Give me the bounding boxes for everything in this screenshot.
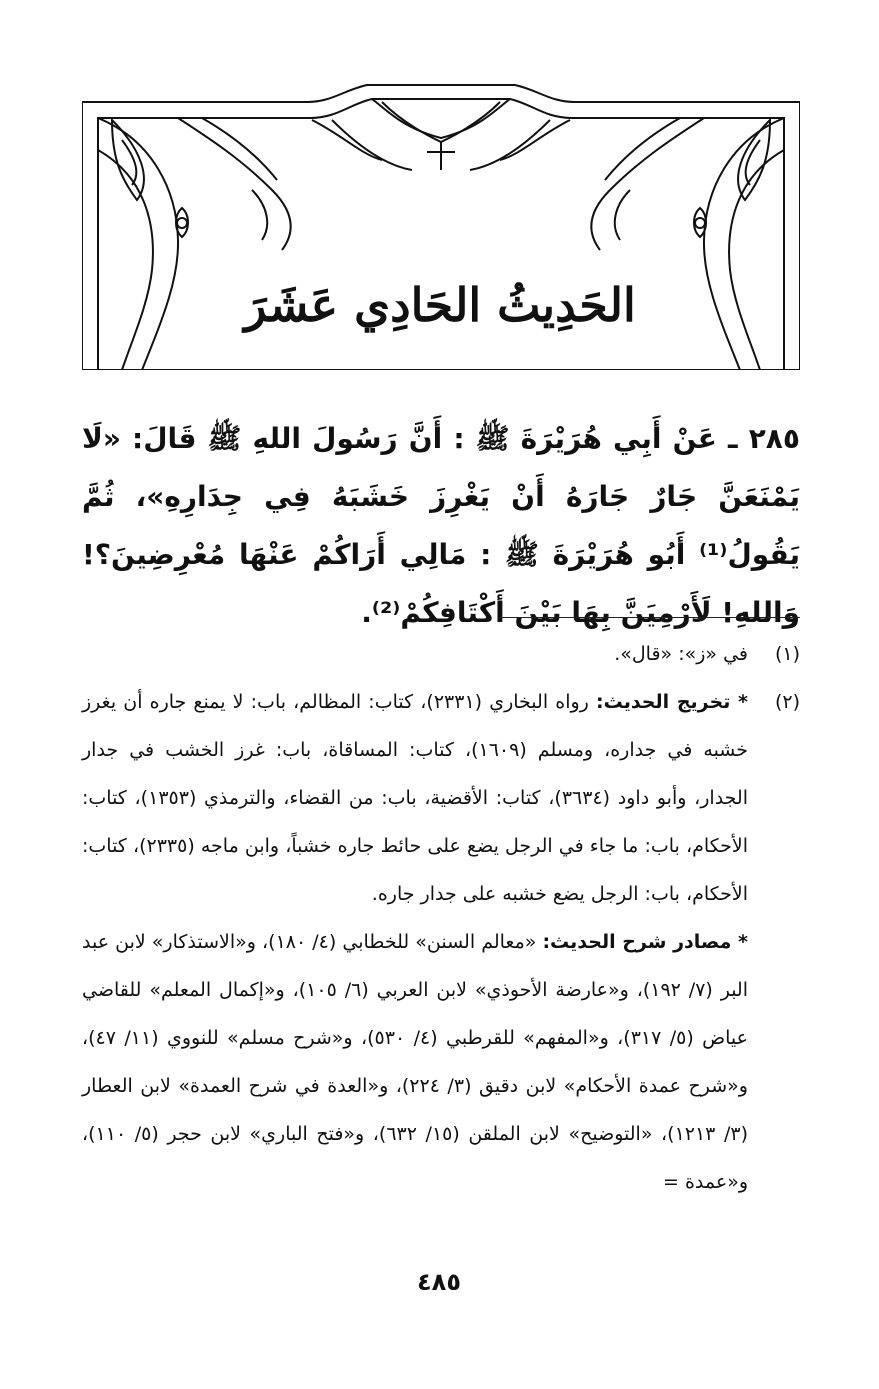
- footnotes: [82, 630, 800, 1206]
- footnote-text: في «ز»: «قال».: [614, 643, 748, 665]
- footnote-paragraph: [82, 918, 748, 1206]
- footnote-separator: [498, 617, 800, 618]
- chapter-title: الحَدِيثُ الحَادِي عَشَرَ: [244, 278, 636, 332]
- footnote-body: [82, 630, 748, 678]
- footnote-text: رواه البخاري (٢٣٣١)، كتاب: المظالم، باب: لا يمنع جاره أن يغرز خشبه في جداره، ومسلم (١٦٠٩)، كتاب: المساقاة، باب: غرز الخشب في جدار الجدار، وأبو داود (٣٦٣٤)، كتاب: الأقضية، باب: من القضاء، والترمذي (١٣٥٣)، كتاب: الأحكام، باب: ما جاء في الرجل يضع على حائط جاره خشباً، وابن ماجه (٢٣٣٥)، كتاب: الأحكام، باب: الرجل يضع خشبه على جدار جاره.: [82, 691, 748, 905]
- footnote: [82, 678, 800, 1206]
- footnote-number: (٢): [774, 691, 800, 713]
- footnote: [82, 630, 800, 678]
- footnote-paragraph: [82, 678, 748, 918]
- footnote-heading: * مصادر شرح الحديث:: [542, 931, 748, 953]
- footnote-number: (١): [774, 643, 800, 665]
- hadith-text: ٢٨٥ ـ عَنْ أَبِي هُرَيْرَةَ ﷺ : أَنَّ رَسُولَ اللهِ ﷺ قَالَ: «لَا يَمْنَعَنَّ جَارٌ جَارَهُ أَنْ يَغْرِزَ خَشَبَهُ فِي جِدَارِهِ»، ثُمَّ يَقُولُ⁽¹⁾ أَبُو هُرَيْرَةَ ﷺ : مَالِي أَرَاكُمْ عَنْهَا مُعْرِضِينَ؟! وَاللهِ! لَأَرْمِيَنَّ بِهَا بَيْنَ أَكْتَافِكُمْ⁽²⁾.: [82, 422, 800, 629]
- footnote-paragraph: [82, 630, 748, 678]
- footnote-text: «معالم السنن» للخطابي (٤/ ١٨٠)، و«الاستذكار» لابن عبد البر (٧/ ١٩٢)، و«عارضة الأحوذي» لابن العربي (٦/ ١٠٥)، و«إكمال المعلم» للقاضي عياض (٥/ ٣١٧)، و«المفهم» للقرطبي (٤/ ٥٣٠)، و«شرح مسلم» للنووي (١١/ ٤٧)، و«شرح عمدة الأحكام» لابن دقيق (٣/ ٢٢٤)، و«العدة في شرح العمدة» لابن العطار (٣/ ١٢١٣)، «التوضيح» لابن الملقن (١٥/ ٦٣٢)، و«فتح الباري» لابن حجر (٥/ ١١٠)، و«عمدة =: [82, 931, 748, 1193]
- page-number: ٤٨٥: [417, 1268, 461, 1296]
- footnote-heading: * تخريج الحديث:: [595, 691, 748, 713]
- footnote-body: [82, 678, 748, 1206]
